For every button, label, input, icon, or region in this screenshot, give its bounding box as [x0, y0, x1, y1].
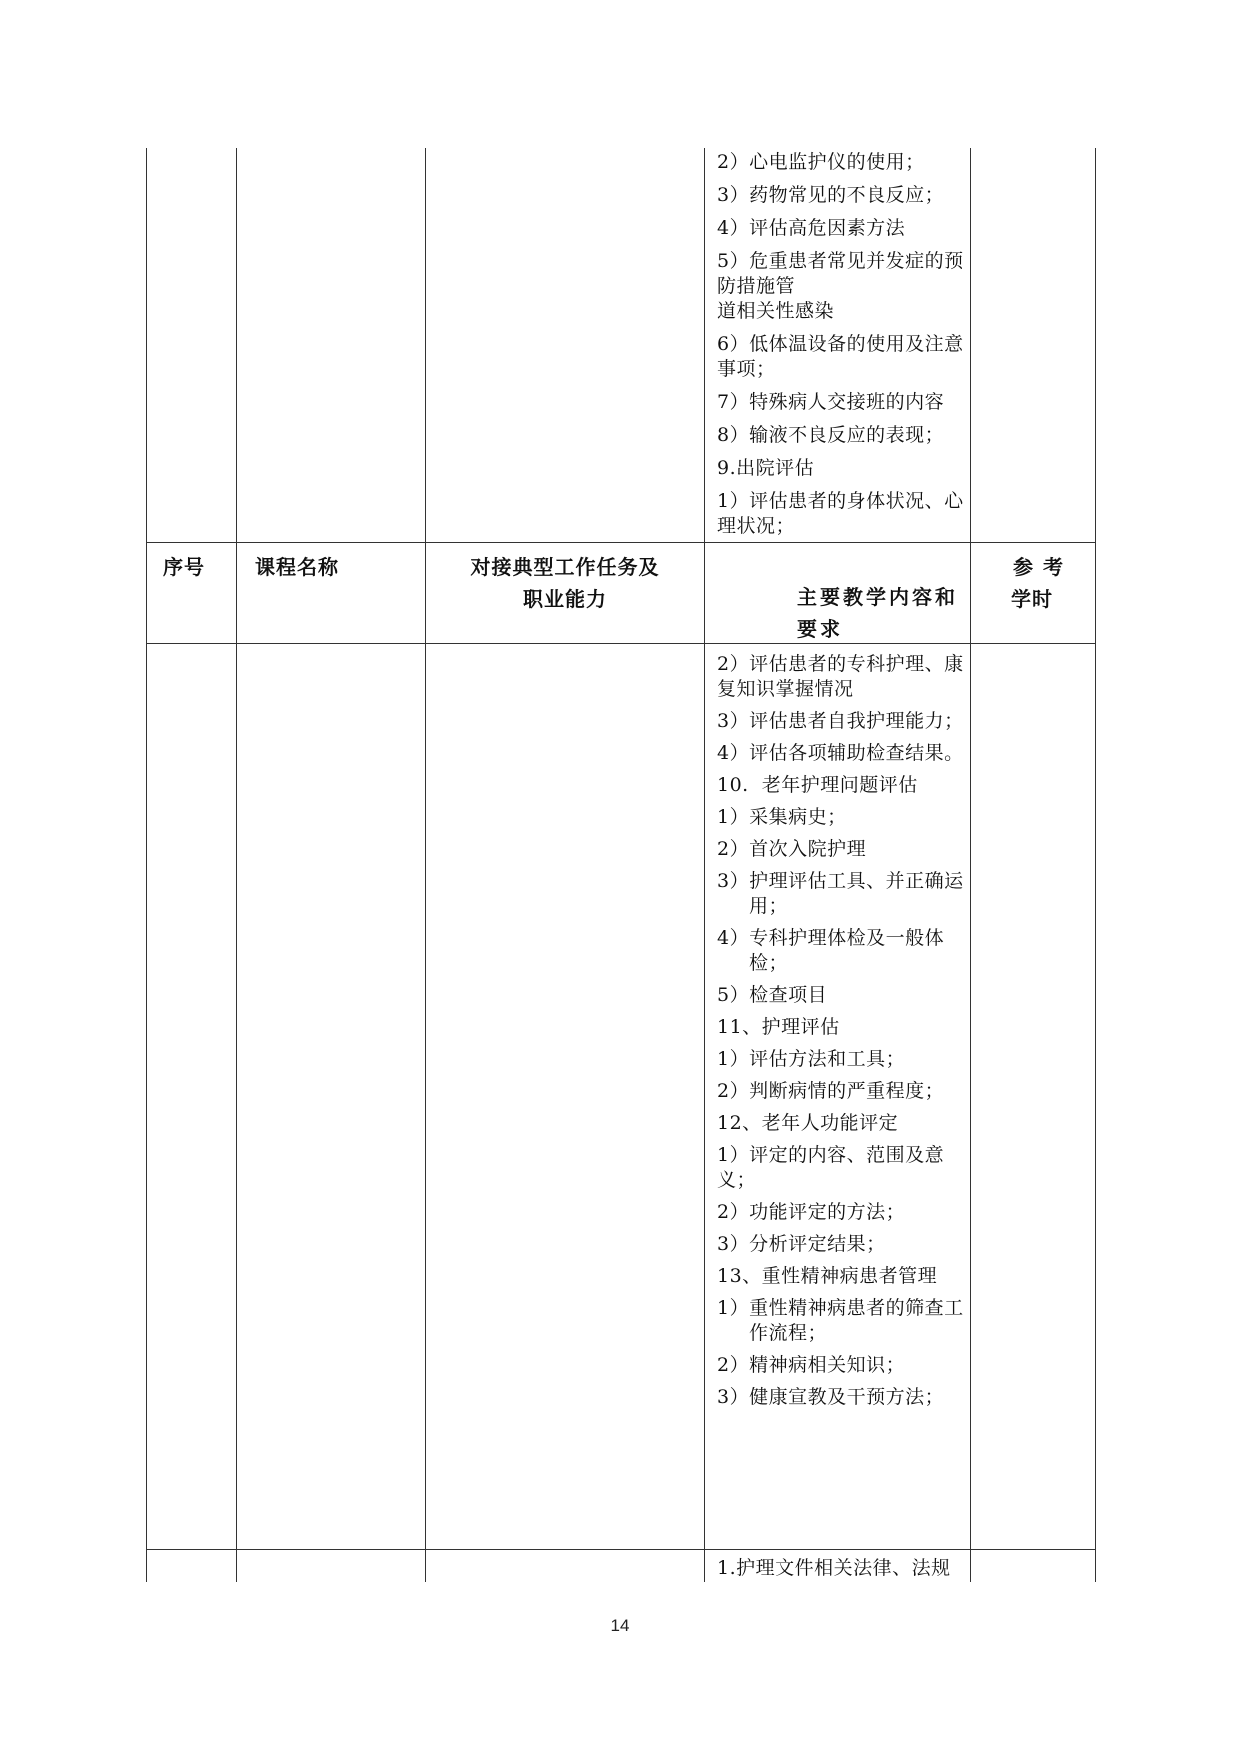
header-content-cell	[704, 543, 970, 643]
header-hours	[1011, 551, 1081, 615]
list-item: 4）评估高危因素方法	[717, 217, 906, 239]
task-cell	[425, 1550, 704, 1582]
seq-cell	[146, 644, 236, 1549]
list-item: 7）特殊病人交接班的内容	[717, 391, 945, 413]
page-number: 14	[610, 1616, 630, 1635]
list-item: 2）功能评定的方法；	[717, 1201, 906, 1223]
header-hours-cell	[970, 543, 1096, 643]
content-list-bottom	[705, 1550, 970, 1581]
list-item: 2）首次入院护理	[717, 838, 867, 860]
list-item: 1）评估方法和工具；	[717, 1048, 906, 1070]
list-item: 1）重性精神病患者的筛查工作流程；	[717, 1297, 964, 1344]
hours-cell	[970, 1550, 1096, 1582]
header-hours-line2: 学时	[1011, 587, 1053, 611]
list-item: 3）健康宣教及干预方法；	[717, 1386, 945, 1408]
course-name-cell	[236, 148, 425, 542]
task-cell	[425, 148, 704, 542]
header-course-name: 课程名称	[255, 555, 339, 579]
table-header-row	[146, 543, 1096, 644]
list-item: 13、重性精神病患者管理	[717, 1265, 938, 1287]
list-item: 9.出院评估	[717, 457, 815, 479]
header-seq-cell	[146, 543, 236, 643]
header-content	[797, 581, 967, 645]
header-task	[426, 551, 704, 615]
hours-cell	[970, 644, 1096, 1549]
list-item: 1）评定的内容、范围及意义；	[717, 1144, 945, 1191]
list-item: 12、老年人功能评定	[717, 1112, 899, 1134]
course-name-cell	[236, 1550, 425, 1582]
header-seq: 序号	[163, 555, 205, 579]
header-task-cell	[425, 543, 704, 643]
list-item: 1.护理文件相关法律、法规	[717, 1557, 951, 1579]
header-content-line1: 主要教学内容和	[797, 585, 958, 609]
list-item: 4）专科护理体检及一般体检；	[717, 927, 945, 974]
table-row-next	[146, 1550, 1096, 1582]
list-item: 1）采集病史；	[717, 806, 847, 828]
header-hours-line1: 参考	[1013, 555, 1073, 579]
course-name-cell	[236, 644, 425, 1549]
table-row	[146, 644, 1096, 1550]
list-item: 8）输液不良反应的表现；	[717, 424, 945, 446]
list-item: 3）评估患者自我护理能力；	[717, 710, 964, 732]
list-item: 3）分析评定结果；	[717, 1233, 886, 1255]
list-item: 5）检查项目	[717, 984, 828, 1006]
list-item: 11、护理评估	[717, 1016, 840, 1038]
list-item: 5）危重患者常见并发症的预防措施管 道相关性感染	[717, 250, 964, 322]
list-item: 2）评估患者的专科护理、康复知识掌握情况	[717, 653, 964, 700]
table-row-continued	[146, 148, 1096, 543]
header-task-line1: 对接典型工作任务及	[470, 555, 660, 579]
content-list-middle	[705, 644, 970, 1410]
content-cell	[704, 148, 970, 542]
list-item: 1）评估患者的身体状况、心理状况；	[717, 490, 964, 537]
list-item: 2）精神病相关知识；	[717, 1354, 906, 1376]
header-course-name-cell	[236, 543, 425, 643]
seq-cell	[146, 1550, 236, 1582]
header-task-line2: 职业能力	[523, 587, 607, 611]
task-cell	[425, 644, 704, 1549]
list-item: 3）护理评估工具、并正确运用；	[717, 870, 964, 917]
curriculum-table	[146, 148, 1096, 1582]
header-content-line2: 要求	[797, 617, 843, 641]
content-list-top	[705, 148, 970, 539]
hours-cell	[970, 148, 1096, 542]
list-item: 2）心电监护仪的使用；	[717, 151, 925, 173]
content-cell	[704, 644, 970, 1549]
list-item: 6）低体温设备的使用及注意事项；	[717, 333, 964, 380]
list-item: 4）评估各项辅助检查结果。	[717, 742, 964, 764]
list-item: 10. 老年护理问题评估	[717, 774, 918, 796]
seq-cell	[146, 148, 236, 542]
list-item: 2）判断病情的严重程度；	[717, 1080, 945, 1102]
list-item: 3）药物常见的不良反应；	[717, 184, 945, 206]
content-cell	[704, 1550, 970, 1582]
